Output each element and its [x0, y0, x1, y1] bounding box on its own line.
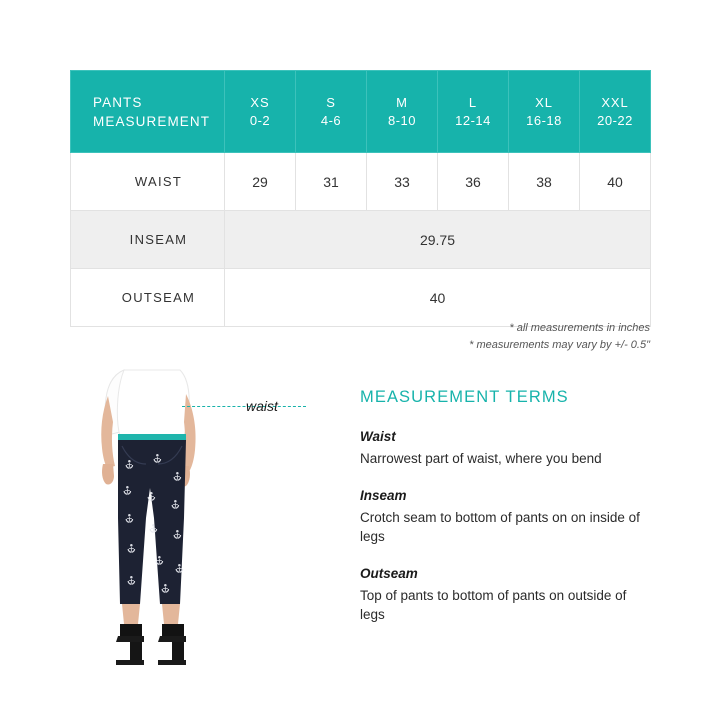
- waist-value-s: 31: [296, 153, 367, 211]
- measurement-terms-panel: [360, 388, 660, 644]
- waist-value-xl: 38: [509, 153, 580, 211]
- term-waist-description: Narrowest part of waist, where you bend: [360, 451, 602, 466]
- table-header-size-xs: [225, 71, 296, 153]
- waist-value-m: 33: [367, 153, 438, 211]
- row-label-waist: WAIST: [71, 153, 225, 211]
- table-header-size-m: [367, 71, 438, 153]
- term-waist-name: Waist: [360, 429, 396, 444]
- table-footnotes: [70, 320, 650, 354]
- term-inseam-description: Crotch seam to bottom of pants on on inside of legs: [360, 510, 640, 544]
- table-header-measurement-label: [71, 71, 225, 153]
- size-range-l: 12-14: [455, 112, 491, 128]
- outseam-value-all-sizes: 40: [225, 269, 651, 327]
- footnote-units: * all measurements in inches: [509, 322, 650, 334]
- size-name-xxl: XXL: [601, 94, 629, 110]
- size-range-m: 8-10: [387, 112, 417, 128]
- row-label-inseam: INSEAM: [71, 211, 225, 269]
- size-range-xxl: 20-22: [597, 112, 633, 128]
- size-name-l: L: [468, 94, 478, 110]
- size-name-xs: XS: [250, 94, 270, 110]
- table-row-waist: [71, 153, 651, 211]
- waist-callout-label: waist: [246, 398, 278, 414]
- waist-value-xs: 29: [225, 153, 296, 211]
- measurement-terms-title: MEASUREMENT TERMS: [360, 388, 569, 406]
- size-name-s: S: [326, 94, 336, 110]
- size-name-m: M: [396, 94, 408, 110]
- size-range-s: 4-6: [320, 112, 342, 128]
- table-row-outseam: [71, 269, 651, 327]
- inseam-value-all-sizes: 29.75: [225, 211, 651, 269]
- term-inseam-name: Inseam: [360, 488, 407, 503]
- size-name-xl: XL: [535, 94, 553, 110]
- term-outseam: [360, 566, 660, 624]
- term-inseam: [360, 488, 660, 546]
- model-figure-svg: [62, 368, 322, 708]
- term-outseam-description: Top of pants to bottom of pants on outside of legs: [360, 588, 627, 622]
- waist-value-xxl: 40: [580, 153, 651, 211]
- lower-section: [0, 368, 720, 720]
- table-header-size-l: [438, 71, 509, 153]
- waist-callout-dashed-line: [182, 406, 306, 407]
- term-waist: [360, 429, 660, 468]
- header-label-line1: PANTS: [93, 94, 143, 110]
- waist-value-l: 36: [438, 153, 509, 211]
- table-header-size-xxl: [580, 71, 651, 153]
- table-row-inseam: [71, 211, 651, 269]
- table-header-row: [71, 71, 651, 153]
- term-outseam-name: Outseam: [360, 566, 418, 581]
- size-range-xs: 0-2: [249, 112, 271, 128]
- header-label-line2: MEASUREMENT: [93, 113, 211, 129]
- row-label-outseam: OUTSEAM: [71, 269, 225, 327]
- footnote-tolerance: * measurements may vary by +/- 0.5": [469, 339, 650, 351]
- model-photo-illustration: [62, 368, 322, 708]
- size-range-xl: 16-18: [526, 112, 562, 128]
- size-chart-table: [70, 70, 651, 327]
- table-header-size-xl: [509, 71, 580, 153]
- size-chart-table-container: [70, 70, 650, 327]
- table-header-size-s: [296, 71, 367, 153]
